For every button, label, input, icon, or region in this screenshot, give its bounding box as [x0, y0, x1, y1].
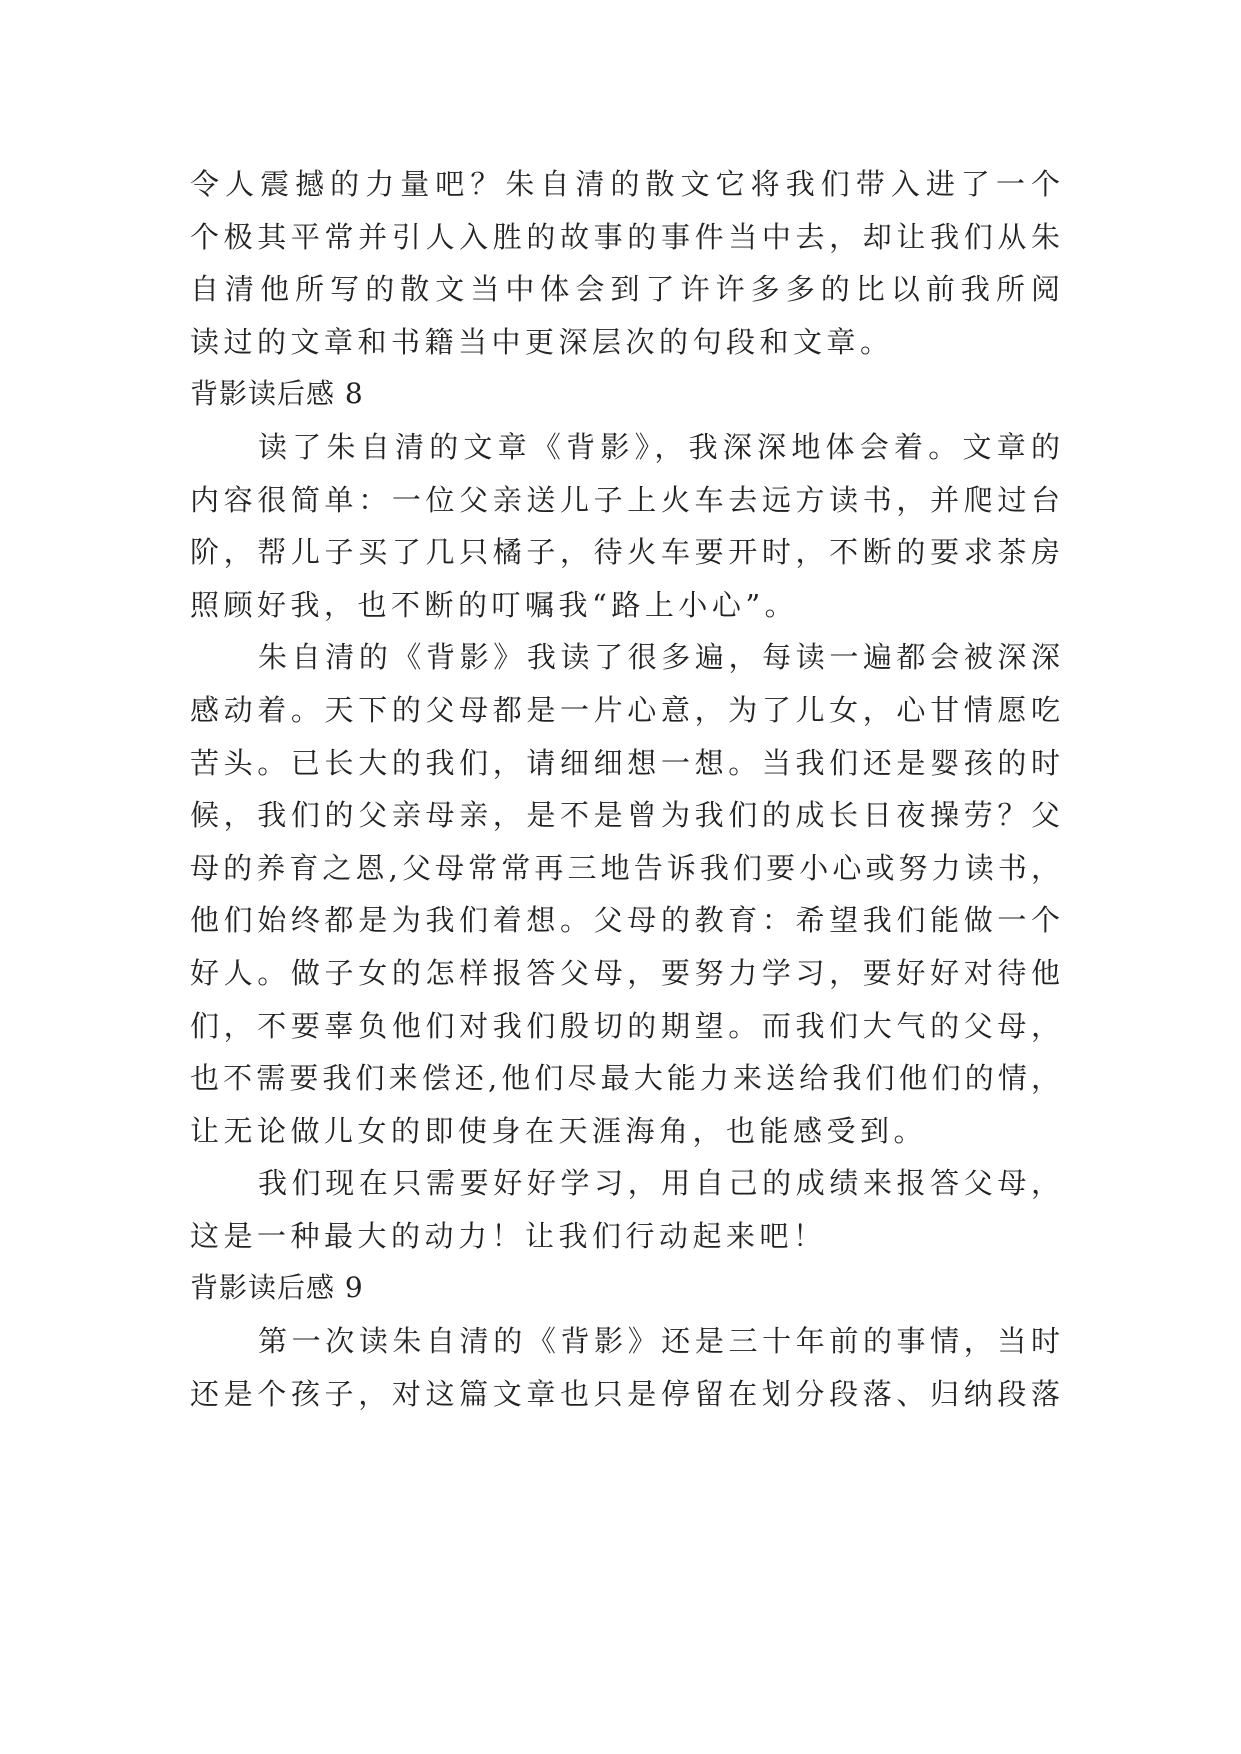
paragraph-first-line: 朱自清的《背影》我读了很多遍，每读一遍都会被深深: [258, 640, 1060, 675]
text-line: 个极其平常并引人入胜的故事的事件当中去，却让我们从朱: [190, 219, 1060, 254]
paragraph-first-line: 读了朱自清的文章《背影》，我深深地体会着。文章的: [258, 429, 1060, 464]
document-body: [190, 158, 1060, 1420]
text-line: 好人。做子女的怎样报答父母，要努力学习，要好好对待他: [190, 955, 1060, 990]
text-line: 让无论做儿女的即使身在天涯海角，也能感受到。: [190, 1113, 928, 1148]
section-heading: 背影读后感 8: [190, 377, 364, 411]
text-line: 苦头。已长大的我们，请细细想一想。当我们还是婴孩的时: [190, 745, 1060, 780]
text-line: 照顾好我，也不断的叮嘱我“路上小心”。: [190, 587, 799, 622]
text-line: 自清他所写的散文当中体会到了许许多多的比以前我所阅: [190, 272, 1060, 307]
text-line: 也不需要我们来偿还,他们尽最大能力来送给我们他们的情，: [190, 1061, 1060, 1096]
text-line: 感动着。天下的父母都是一片心意，为了儿女，心甘情愿吃: [190, 692, 1060, 727]
text-line: 令人震撼的力量吧？朱自清的散文它将我们带入进了一个: [190, 167, 1060, 201]
paragraph-first-line: 第一次读朱自清的《背影》还是三十年前的事情，当时: [258, 1324, 1060, 1359]
text-line: 读过的文章和书籍当中更深层次的句段和文章。: [190, 324, 894, 359]
text-line: 阶，帮儿子买了几只橘子，待火车要开时，不断的要求茶房: [190, 535, 1060, 570]
text-line: 他们始终都是为我们着想。父母的教育：希望我们能做一个: [190, 903, 1060, 938]
text-line: 们，不要辜负他们对我们殷切的期望。而我们大气的父母，: [190, 1008, 1060, 1043]
text-line: 这是一种最大的动力！让我们行动起来吧！: [190, 1218, 827, 1253]
paragraph-first-line: 我们现在只需要好好学习，用自己的成绩来报答父母，: [258, 1166, 1060, 1201]
section-heading: 背影读后感 9: [190, 1271, 364, 1305]
text-line: 内容很简单：一位父亲送儿子上火车去远方读书，并爬过台: [190, 482, 1060, 517]
text-line: 还是个孩子，对这篇文章也只是停留在划分段落、归纳段落: [190, 1376, 1060, 1411]
text-line: 候，我们的父亲母亲，是不是曾为我们的成长日夜操劳？父: [190, 798, 1060, 833]
text-line: 母的养育之恩,父母常常再三地告诉我们要小心或努力读书，: [190, 850, 1060, 885]
